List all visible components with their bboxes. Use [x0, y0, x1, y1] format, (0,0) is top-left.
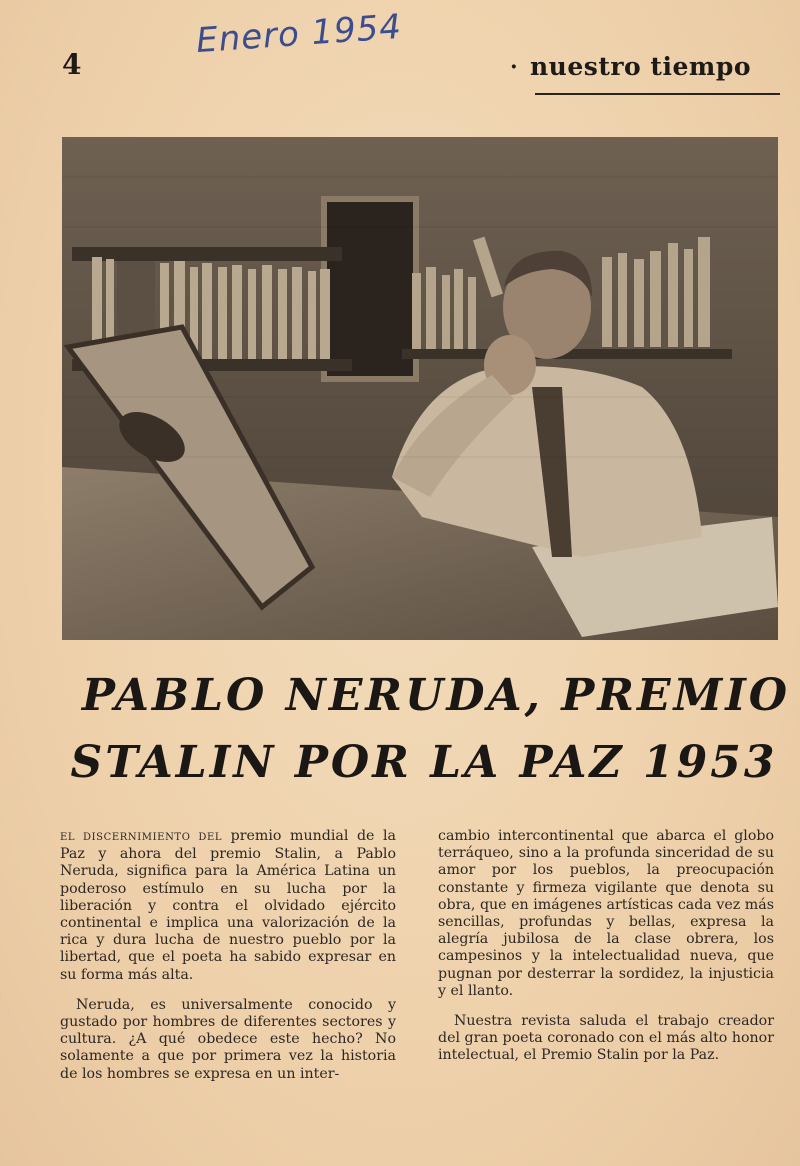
photo-illustration	[62, 137, 778, 640]
masthead-bullet: ·	[510, 54, 518, 80]
handwritten-date-annotation: Enero 1954	[194, 6, 404, 62]
headline-line-2: STALIN POR LA PAZ 1953	[70, 737, 778, 788]
lead-in-smallcaps: EL DISCERNIMIENTO DEL	[60, 832, 223, 843]
page-number: 4	[62, 48, 82, 81]
neruda-photograph	[62, 137, 778, 640]
article-paragraph-4: Nuestra revista saluda el trabajo creador del gran poeta coronado con el más alto honor intelectual, el Premio Stalin por la Paz.	[438, 1013, 774, 1064]
article-paragraph-1	[60, 828, 396, 984]
masthead-title: nuestro tiempo	[530, 52, 751, 81]
article-paragraph-2: Neruda, es universalmente conocido y gustado por hombres de diferentes sectores y cultura. ¿A qué obedece este hecho? No solamente a que por primera vez la historia de los hombres se expresa en un inter-	[60, 996, 396, 1082]
paragraph-1-text: premio mundial de la Paz y ahora del premio Stalin, a Pablo Neruda, significa para la América Latina un poderoso estímulo en su lucha por la liberación y contra el olvidado ejército continental e implica una valorización de la rica y dura lucha de nuestro pueblo por la libertad, que el poeta ha sabido expresar en su forma más alta.	[60, 828, 396, 983]
headline-line-1: PABLO NERUDA, PREMIO	[81, 670, 791, 721]
masthead-rule	[535, 93, 780, 95]
article-column-right	[438, 828, 774, 1078]
article-column-left	[60, 828, 396, 1096]
article-paragraph-3: cambio intercontinental que abarca el globo terráqueo, sino a la profunda sinceridad de su amor por los pueblos, la preocupación constante y firmeza vigilante que denota su obra, que en imágenes artísticas cada vez más sencillas, profundas y bellas, expresa la alegría jubilosa de la clase obrera, los campesinos y la intelectualidad nueva, que pugnan por desterrar la sordidez, la injusticia y el llanto.	[438, 828, 774, 999]
